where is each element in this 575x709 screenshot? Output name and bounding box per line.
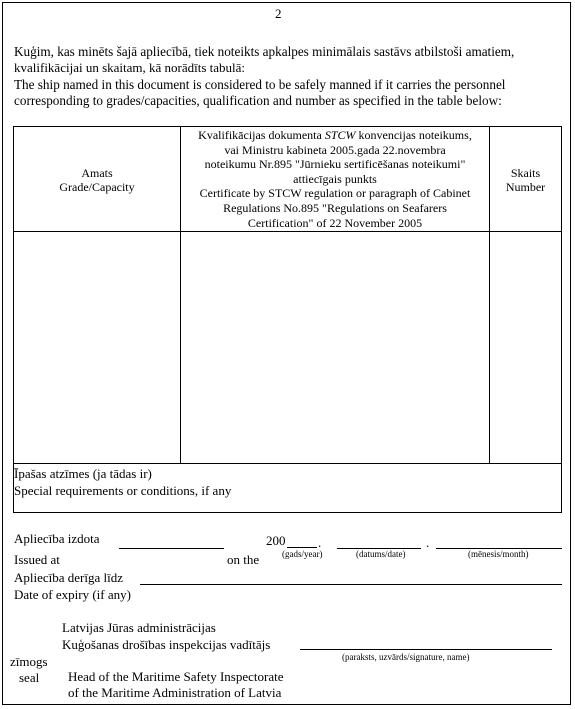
intro-en-line1: The ship named in this document is considered to be safely manned if it carries the personnel xyxy=(14,77,506,92)
signatory-en-line2: of the Maritime Administration of Latvia xyxy=(68,685,282,700)
expiry-en-label: Date of expiry (if any) xyxy=(14,587,131,602)
header-grade-en: Grade/Capacity xyxy=(59,180,135,194)
expiry-date-field[interactable] xyxy=(140,584,562,585)
signature-caption: (paraksts, uzvārds/signature, name) xyxy=(342,652,470,662)
header-grade-capacity xyxy=(14,166,180,194)
table-body-border xyxy=(13,463,562,464)
page-number: 2 xyxy=(275,6,282,21)
certificate-cell[interactable] xyxy=(181,232,489,463)
table-top-border xyxy=(13,126,562,127)
issued-month-caption: (mēnesis/month) xyxy=(468,549,529,559)
signature-field[interactable] xyxy=(300,649,552,650)
number-cell[interactable] xyxy=(490,232,561,463)
header-grade-lv: Amats xyxy=(81,166,113,180)
signatory-en-line1: Head of the Maritime Safety Inspectorate xyxy=(68,669,284,684)
issued-year-field[interactable] xyxy=(287,547,317,548)
header-cert-line: vai Ministru kabineta 2005.gada 22.novembra xyxy=(224,142,446,157)
special-requirements-lv: Īpašas atzīmes (ja tādas ir) xyxy=(14,466,152,481)
header-cert-line: attiecīgais punkts xyxy=(293,171,377,186)
header-cert-line: Certification" of 22 November 2005 xyxy=(247,215,423,230)
table-right-border xyxy=(561,126,562,513)
issued-lv-label: Apliecība izdota xyxy=(14,531,100,546)
signatory-lv-line2: Kuģošanas drošības inspekcijas vadītājs xyxy=(62,637,271,652)
issued-year-caption: (gads/year) xyxy=(282,549,323,559)
special-requirements-en: Special requirements or conditions, if any xyxy=(14,483,232,498)
issued-on-label: on the xyxy=(227,552,260,567)
header-certificate xyxy=(181,128,489,230)
signatory-lv-line1: Latvijas Jūras administrācijas xyxy=(62,620,216,635)
issued-sep-1: . xyxy=(318,535,322,550)
issued-place-field[interactable] xyxy=(119,548,224,549)
issued-day-caption: (datums/date) xyxy=(356,549,406,559)
issued-sep-2: . xyxy=(426,535,430,550)
header-number xyxy=(490,166,561,194)
intro-en-line2: corresponding to grades/capacities, qualification and number as specified in the table below: xyxy=(14,93,502,108)
seal-lv: zīmogs xyxy=(10,654,48,669)
expiry-lv-label: Apliecība derīga līdz xyxy=(14,570,124,585)
header-cert-line: Regulations No.895 "Regulations on Seafarers xyxy=(223,200,447,215)
header-cert-line: Kvalifikācijas dokumenta STCW konvencijas noteikums, xyxy=(198,128,472,142)
seal-en: seal xyxy=(19,670,40,685)
header-cert-line: noteikumu Nr.895 "Jūrnieku sertificēšanas noteikumi" xyxy=(204,157,466,172)
header-cert-line: Certificate by STCW regulation or paragraph of Cabinet xyxy=(199,186,471,201)
table-bottom-border xyxy=(13,512,562,513)
header-number-en: Number xyxy=(505,180,546,194)
issued-en-label: Issued at xyxy=(14,552,60,567)
issued-year-prefix: 200 xyxy=(266,533,286,548)
header-number-lv: Skaits xyxy=(510,166,541,180)
intro-lv-line1: Kuģim, kas minēts šajā apliecībā, tiek noteikts apkalpes minimālais sastāvs atbilstoši amatiem, xyxy=(14,44,515,59)
intro-lv-line2: kvalifikācijai un skaitam, kā norādīts tabulā: xyxy=(14,60,246,75)
grade-capacity-cell[interactable] xyxy=(14,232,180,463)
